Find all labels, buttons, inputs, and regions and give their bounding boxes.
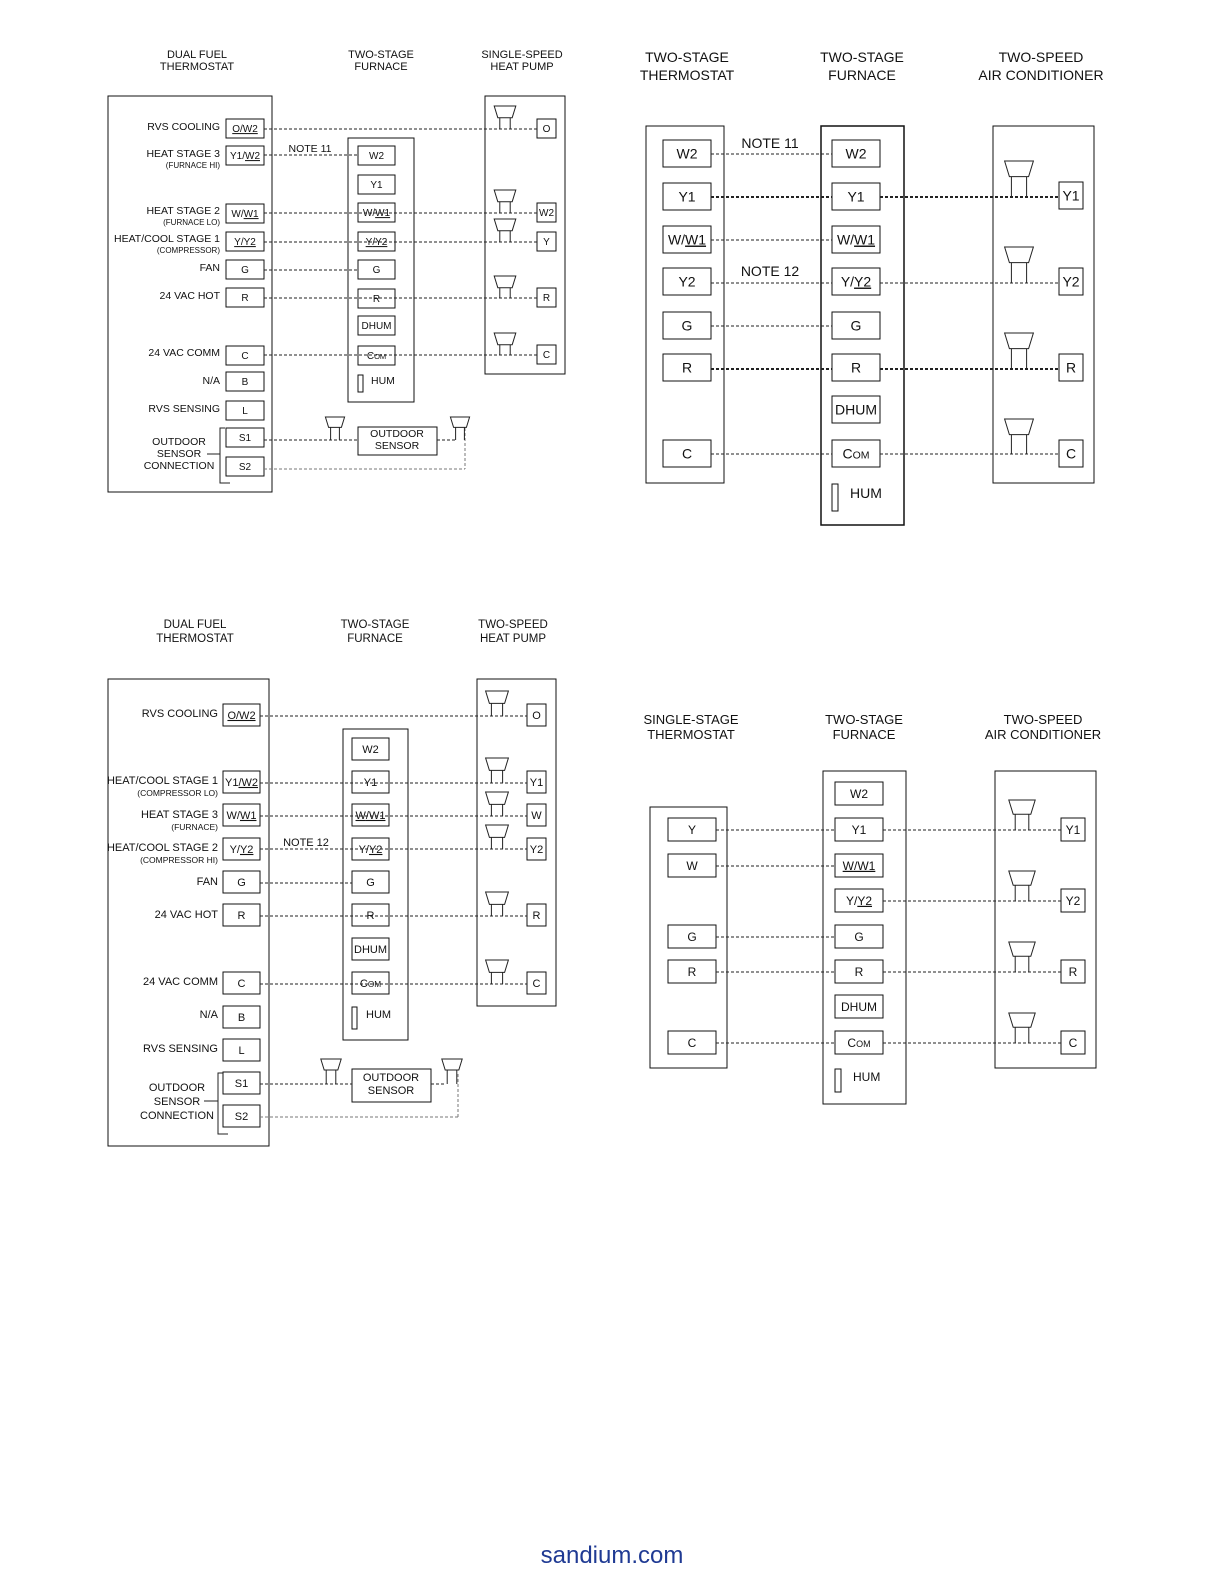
d2-hum-indicator bbox=[832, 484, 838, 511]
d3-relay-0-coil bbox=[486, 691, 509, 703]
d3-thermostat-terminal-10-label: S2 bbox=[234, 1110, 249, 1123]
d2-thermostat-terminal-5-label: R bbox=[681, 359, 693, 376]
d3-relay-3-coil bbox=[486, 825, 509, 837]
d4-header-thermostat: SINGLE-STAGE THERMOSTAT bbox=[643, 712, 739, 742]
d1-relay-2-coil bbox=[494, 219, 516, 231]
d4-relay-3-coil bbox=[1009, 1013, 1035, 1027]
d1-sensor-relay-a-coil bbox=[325, 417, 344, 427]
d3-hum-indicator bbox=[352, 1007, 357, 1029]
d4-furnace-terminal-7-label: COM bbox=[847, 1035, 871, 1050]
d4-furnace-terminal-0-label: W2 bbox=[850, 786, 868, 801]
d4-header-furnace: TWO-STAGE FURNACE bbox=[825, 712, 903, 742]
d1-thermostat-label-6: 24 VAC COMM bbox=[148, 347, 220, 359]
d3-header-heatpump: TWO-SPEED HEAT PUMP bbox=[478, 619, 548, 645]
d3-thermostat-label-1: HEAT/COOL STAGE 1 bbox=[106, 775, 218, 787]
d3-thermostat-terminal-1-label: Y1/W2 bbox=[224, 776, 259, 789]
d1-thermostat-sublabel-1: (FURNACE HI) bbox=[165, 161, 220, 170]
d1-hum-label: HUM bbox=[371, 375, 395, 387]
d1-outdoor-connection-label: OUTDOOR SENSOR CONNECTION bbox=[143, 436, 215, 472]
d1-relay-4-coil bbox=[494, 333, 516, 345]
d2-ac-terminal-3-label: C bbox=[1065, 445, 1077, 462]
d3-thermostat-terminal-7-label: B bbox=[237, 1011, 246, 1024]
d3-heatpump-terminal-5-label: C bbox=[532, 977, 541, 990]
d3-thermostat-label-2: HEAT STAGE 3 bbox=[140, 809, 218, 821]
d1-thermostat-terminal-1-label: Y1/W2 bbox=[229, 151, 261, 163]
d4-thermostat-terminal-0-label: Y bbox=[687, 822, 697, 837]
d3-thermostat-terminal-6-label: C bbox=[237, 977, 246, 990]
d2-furnace-terminal-2-label: W/W1 bbox=[836, 231, 876, 248]
d2-relay-1-coil bbox=[1005, 247, 1034, 263]
d2-thermostat-panel bbox=[646, 126, 724, 483]
d1-thermostat-label-4: FAN bbox=[199, 262, 220, 274]
d3-thermostat-label-6: 24 VAC COMM bbox=[143, 976, 218, 988]
d1-thermostat-label-0: RVS COOLING bbox=[147, 121, 220, 133]
d1-relay-1-coil bbox=[494, 190, 516, 202]
d4-hum-indicator bbox=[835, 1069, 841, 1092]
d4-header-ac: TWO-SPEED AIR CONDITIONER bbox=[984, 712, 1102, 742]
d1-furnace-terminal-5-label: R bbox=[372, 294, 381, 306]
d1-thermostat-label-3: HEAT/COOL STAGE 1 bbox=[114, 233, 220, 245]
d2-furnace-terminal-3-label: Y/Y2 bbox=[840, 273, 872, 290]
d3-header-furnace: TWO-STAGE FURNACE bbox=[340, 619, 410, 645]
d3-furnace-terminal-6-label: DHUM bbox=[354, 943, 387, 956]
d3-thermostat-label-5: 24 VAC HOT bbox=[154, 909, 218, 921]
d2-furnace-terminal-5-label: R bbox=[850, 359, 862, 376]
d3-furnace-terminal-1-label: Y1 bbox=[363, 776, 378, 789]
d2-thermostat-terminal-2-label: W/W1 bbox=[667, 231, 707, 248]
d1-furnace-terminal-0-label: W2 bbox=[369, 151, 384, 163]
d3-relay-2-coil bbox=[486, 792, 509, 804]
d2-thermostat-terminal-6-label: C bbox=[681, 445, 693, 462]
d3-furnace-terminal-7-label: COM bbox=[359, 977, 382, 990]
d4-furnace-terminal-1-label: Y1 bbox=[851, 822, 867, 837]
d2-relay-2-coil bbox=[1005, 333, 1034, 349]
d4-furnace-terminal-5-label: R bbox=[854, 964, 864, 979]
d2-hum-label: HUM bbox=[850, 485, 882, 501]
d4-relay-1-coil bbox=[1009, 871, 1035, 885]
d3-furnace-terminal-3-label: Y/Y2 bbox=[358, 843, 383, 856]
d2-furnace-terminal-4-label: G bbox=[850, 317, 862, 334]
d3-thermostat-terminal-5-label: R bbox=[237, 909, 246, 922]
d4-relay-2-coil bbox=[1009, 942, 1035, 956]
d3-thermostat-sublabel-1: (COMPRESSOR LO) bbox=[137, 788, 218, 798]
d3-thermostat-label-4: FAN bbox=[196, 876, 218, 888]
d1-thermostat-terminal-9-label: S1 bbox=[238, 433, 252, 445]
d1-note: NOTE 11 bbox=[288, 143, 332, 155]
d1-thermostat-label-8: RVS SENSING bbox=[148, 403, 220, 415]
d3-thermostat-terminal-8-label: L bbox=[238, 1044, 245, 1057]
d3-furnace-terminal-4-label: G bbox=[366, 876, 375, 889]
d1-relay-0-coil bbox=[494, 106, 516, 118]
d1-furnace-terminal-6-label: DHUM bbox=[361, 321, 392, 333]
d3-thermostat-sublabel-2: (FURNACE) bbox=[171, 822, 218, 832]
footer-watermark[interactable]: sandium.com bbox=[540, 1542, 684, 1569]
d2-header-thermostat: TWO-STAGE THERMOSTAT bbox=[639, 49, 735, 83]
d4-furnace-terminal-4-label: G bbox=[854, 929, 864, 944]
d4-thermostat-terminal-2-label: G bbox=[687, 929, 697, 944]
d3-note: NOTE 12 bbox=[283, 837, 329, 849]
d1-sensor-relay-b-coil bbox=[450, 417, 469, 427]
d3-thermostat-label-3: HEAT/COOL STAGE 2 bbox=[106, 842, 218, 854]
d3-thermostat-label-7: N/A bbox=[199, 1009, 218, 1021]
d1-thermostat-label-2: HEAT STAGE 2 bbox=[146, 205, 220, 217]
d1-heatpump-terminal-0-label: O bbox=[542, 124, 551, 136]
d1-thermostat-terminal-10-label: S2 bbox=[238, 462, 252, 474]
d2-furnace-terminal-6-label: DHUM bbox=[835, 401, 877, 418]
d2-furnace-terminal-0-label: W2 bbox=[845, 145, 867, 162]
d1-heatpump-terminal-4-label: C bbox=[542, 350, 551, 362]
d1-thermostat-terminal-2-label: W/W1 bbox=[231, 209, 259, 221]
d1-header-heatpump: SINGLE-SPEED HEAT PUMP bbox=[481, 49, 563, 73]
d3-thermostat-label-0: RVS COOLING bbox=[141, 708, 218, 720]
d3-thermostat-terminal-0-label: O/W2 bbox=[227, 709, 256, 722]
d1-header-furnace: TWO-STAGE FURNACE bbox=[348, 49, 414, 73]
d3-hum-label: HUM bbox=[366, 1009, 392, 1021]
d1-furnace-terminal-7-label: COM bbox=[366, 351, 387, 363]
d4-thermostat-terminal-3-label: R bbox=[687, 964, 697, 979]
d3-thermostat-label-8: RVS SENSING bbox=[143, 1043, 218, 1055]
d3-relay-4-coil bbox=[486, 892, 509, 904]
d3-heatpump-terminal-2-label: W bbox=[531, 809, 542, 822]
d3-sensor-relay-b-coil bbox=[442, 1059, 462, 1070]
d3-furnace-terminal-0-label: W2 bbox=[362, 743, 379, 756]
d3-furnace-terminal-2-label: W/W1 bbox=[355, 809, 386, 822]
d3-heatpump-terminal-0-label: O bbox=[532, 709, 541, 722]
d3-heatpump-terminal-4-label: R bbox=[532, 909, 541, 922]
d3-thermostat-terminal-4-label: G bbox=[237, 876, 246, 889]
d4-relay-0-coil bbox=[1009, 800, 1035, 814]
d1-thermostat-label-1: HEAT STAGE 3 bbox=[146, 148, 220, 160]
d1-heatpump-terminal-3-label: R bbox=[542, 293, 551, 305]
d1-thermostat-terminal-8-label: L bbox=[242, 406, 248, 418]
d4-ac-terminal-0-label: Y1 bbox=[1065, 822, 1081, 837]
d4-ac-panel bbox=[995, 771, 1096, 1068]
d4-ac-terminal-2-label: R bbox=[1068, 964, 1078, 979]
d1-thermostat-terminal-7-label: B bbox=[241, 377, 249, 389]
d4-hum-label: HUM bbox=[853, 1070, 881, 1084]
d2-thermostat-terminal-3-label: Y2 bbox=[678, 273, 696, 290]
d3-thermostat-terminal-3-label: Y/Y2 bbox=[229, 843, 254, 856]
d1-thermostat-label-5: 24 VAC HOT bbox=[159, 290, 220, 302]
d3-thermostat-terminal-9-label: S1 bbox=[234, 1077, 249, 1090]
d1-furnace-terminal-2-label: W/W1 bbox=[362, 208, 391, 220]
d2-relay-0-coil bbox=[1005, 161, 1034, 177]
d1-header-thermostat: DUAL FUEL THERMOSTAT bbox=[159, 49, 235, 73]
d1-thermostat-terminal-5-label: R bbox=[241, 293, 249, 305]
d2-ac-terminal-1-label: Y2 bbox=[1062, 273, 1080, 290]
d3-heatpump-terminal-1-label: Y1 bbox=[529, 776, 544, 789]
d1-thermostat-terminal-6-label: C bbox=[241, 351, 249, 363]
d1-furnace-terminal-1-label: Y1 bbox=[370, 180, 383, 192]
d1-heatpump-terminal-2-label: Y bbox=[543, 237, 550, 249]
d1-thermostat-sublabel-2: (FURNACE LO) bbox=[163, 218, 220, 227]
d1-thermostat-terminal-3-label: Y/Y2 bbox=[234, 237, 256, 249]
d3-relay-5-coil bbox=[486, 960, 509, 972]
d2-thermostat-terminal-0-label: W2 bbox=[676, 145, 698, 162]
d2-relay-3-coil bbox=[1005, 419, 1034, 435]
d1-relay-3-coil bbox=[494, 276, 516, 288]
d1-heatpump-terminal-1-label: W2 bbox=[539, 208, 554, 220]
d4-ac-terminal-1-label: Y2 bbox=[1065, 893, 1081, 908]
d4-ac-terminal-3-label: C bbox=[1068, 1035, 1078, 1050]
d2-ac-terminal-2-label: R bbox=[1065, 359, 1077, 376]
d1-hum-indicator bbox=[358, 375, 363, 392]
d2-header-furnace: TWO-STAGE FURNACE bbox=[820, 49, 904, 83]
d3-relay-1-coil bbox=[486, 758, 509, 770]
d1-thermostat-sublabel-3: (COMPRESSOR) bbox=[156, 246, 220, 255]
d3-header-thermostat: DUAL FUEL THERMOSTAT bbox=[156, 619, 234, 645]
d4-furnace-terminal-2-label: W/W1 bbox=[842, 858, 876, 873]
d1-thermostat-terminal-0-label: O/W2 bbox=[232, 124, 258, 136]
d3-sensor-relay-a-coil bbox=[321, 1059, 341, 1070]
d3-heatpump-terminal-3-label: Y2 bbox=[529, 843, 544, 856]
d2-note-12: NOTE 12 bbox=[740, 263, 800, 279]
d4-furnace-terminal-6-label: DHUM bbox=[841, 999, 877, 1014]
d2-thermostat-terminal-4-label: G bbox=[681, 317, 693, 334]
d4-thermostat-terminal-4-label: C bbox=[687, 1035, 697, 1050]
d2-furnace-terminal-1-label: Y1 bbox=[847, 188, 865, 205]
d3-thermostat-sublabel-3: (COMPRESSOR HI) bbox=[140, 855, 218, 865]
d1-outdoor-sensor-label: OUTDOOR SENSOR bbox=[370, 428, 424, 452]
d4-thermostat-terminal-1-label: W bbox=[686, 858, 698, 873]
d3-thermostat-terminal-2-label: W/W1 bbox=[226, 809, 257, 822]
d2-thermostat-terminal-1-label: Y1 bbox=[678, 188, 696, 205]
d2-note-11: NOTE 11 bbox=[741, 135, 799, 151]
d2-ac-terminal-0-label: Y1 bbox=[1062, 187, 1080, 204]
d2-furnace-terminal-7-label: COM bbox=[842, 445, 870, 462]
d3-furnace-terminal-5-label: R bbox=[366, 909, 375, 922]
d1-furnace-terminal-3-label: Y/Y2 bbox=[365, 237, 388, 249]
d1-furnace-terminal-4-label: G bbox=[372, 265, 381, 277]
d1-thermostat-label-7: N/A bbox=[202, 375, 220, 387]
d2-header-ac: TWO-SPEED AIR CONDITIONER bbox=[978, 49, 1104, 83]
d3-outdoor-connection-label: OUTDOOR SENSOR CONNECTION bbox=[140, 1082, 214, 1122]
d3-outdoor-sensor-label: OUTDOOR SENSOR bbox=[362, 1072, 420, 1097]
d4-furnace-terminal-3-label: Y/Y2 bbox=[845, 893, 873, 908]
d1-thermostat-terminal-4-label: G bbox=[241, 265, 249, 277]
